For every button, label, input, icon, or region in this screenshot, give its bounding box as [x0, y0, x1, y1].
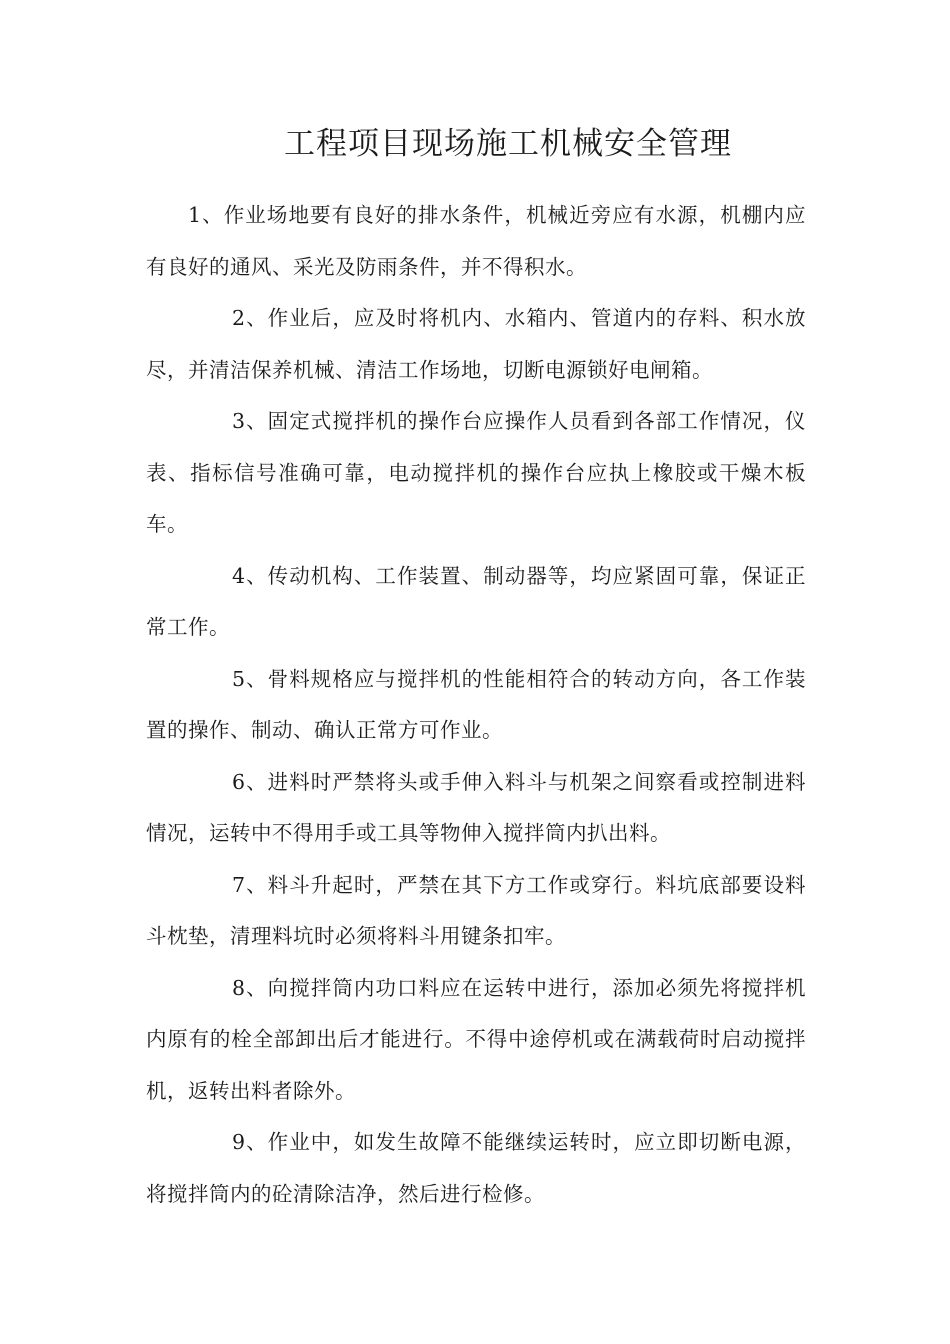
paragraph-6: 6、进料时严禁将头或手伸入料斗与机架之间察看或控制进料情况，运转中不得用手或工具等物伸入搅拌筒内扒出料。 — [146, 769, 806, 845]
paragraph-1: 1、作业场地要有良好的排水条件，机械近旁应有水源，机棚内应有良好的通风、采光及防雨条件，并不得积水。 — [146, 203, 806, 279]
paragraph-7: 7、料斗升起时，严禁在其下方工作或穿行。料坑底部要设料斗枕垫，清理料坑时必须将料斗用键条扣牢。 — [146, 872, 806, 948]
document-title: 工程项目现场施工机械安全管理 — [284, 126, 732, 162]
paragraph-8: 8、向搅拌筒内功口料应在运转中进行，添加必须先将搅拌机内原有的栓全部卸出后才能进行。不得中途停机或在满载荷时启动搅拌机，返转出料者除外。 — [146, 975, 806, 1103]
document-body — [146, 190, 806, 1220]
paragraph-2: 2、作业后，应及时将机内、水箱内、管道内的存料、积水放尽，并清洁保养机械、清洁工作场地，切断电源锁好电闸箱。 — [146, 306, 806, 382]
paragraph-4: 4、传动机构、工作装置、制动器等，均应紧固可靠，保证正常工作。 — [146, 563, 806, 639]
paragraph-3: 3、固定式搅拌机的操作台应操作人员看到各部工作情况，仪表、指标信号准确可靠，电动搅拌机的操作台应执上橡胶或干燥木板车。 — [146, 409, 806, 536]
paragraph-9: 9、作业中，如发生故障不能继续运转时，应立即切断电源，将搅拌筒内的砼清除洁净，然后进行检修。 — [146, 1130, 806, 1206]
paragraph-5: 5、骨料规格应与搅拌机的性能相符合的转动方向，各工作装置的操作、制动、确认正常方可作业。 — [146, 666, 806, 742]
